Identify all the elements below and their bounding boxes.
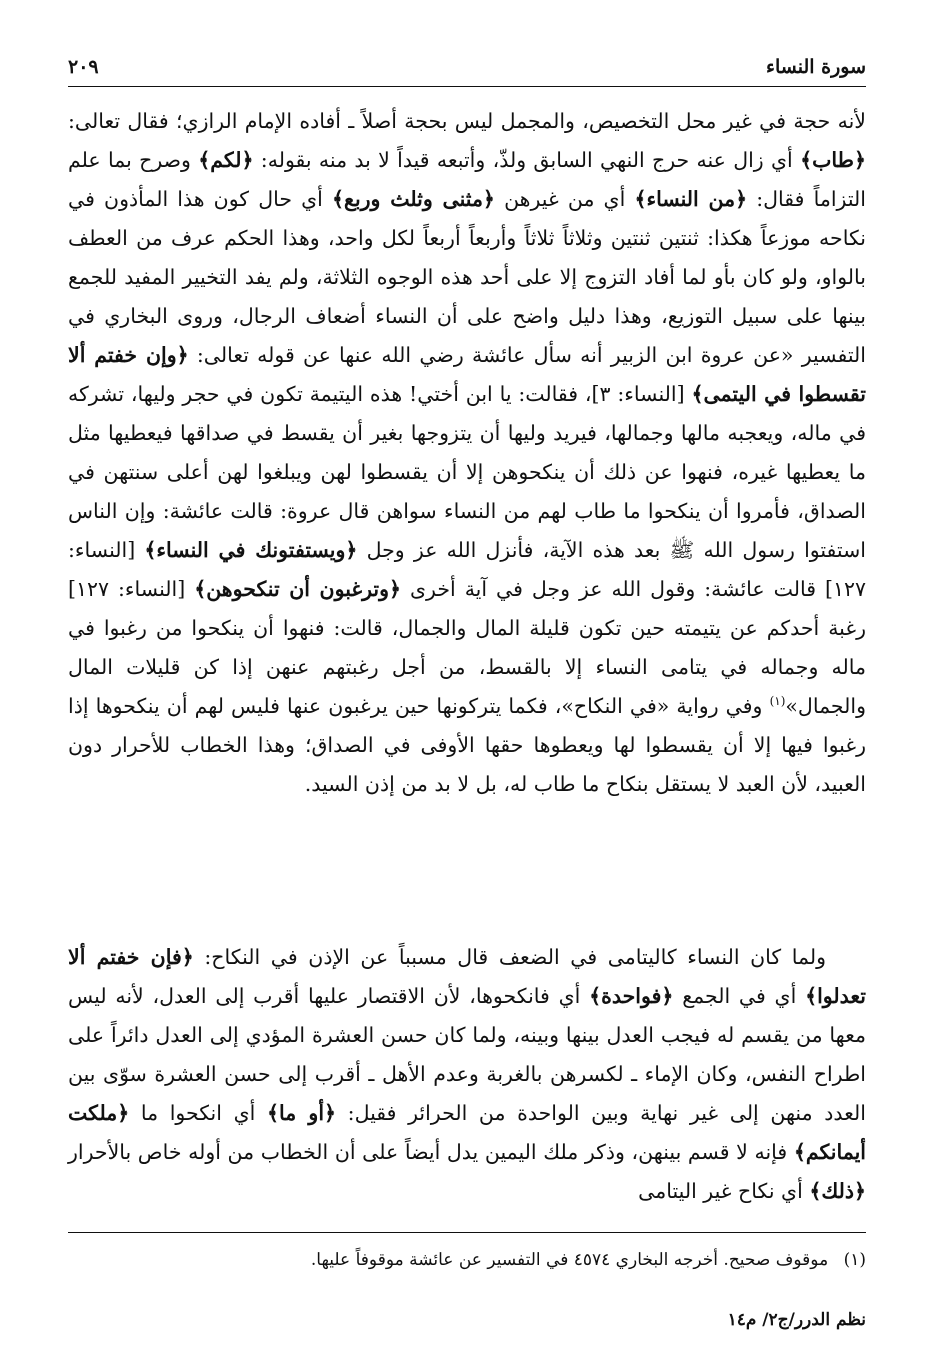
quran-quote: ﴿مثنى وثلث وربع﴾ xyxy=(332,187,495,211)
paragraph-2 xyxy=(68,938,866,1211)
quran-quote: ﴿ملكت أيمانكم﴾ xyxy=(68,1101,866,1164)
text-segment: أي من غيرهن xyxy=(504,187,626,211)
surah-title: سورة النساء xyxy=(766,56,866,78)
quran-quote: ﴿ويستفتونك في النساء﴾ xyxy=(144,538,358,562)
quran-quote: ﴿لكم﴾ xyxy=(198,148,254,172)
text-segment: أي انكحوا ما xyxy=(140,1101,256,1125)
footnote xyxy=(68,1246,866,1274)
quran-quote: ﴿فإن خفتم ألا تعدلوا﴾ xyxy=(68,945,866,1008)
text-segment: أي في الجمع xyxy=(682,984,797,1008)
footnote-reference[interactable]: (١) xyxy=(769,694,786,709)
text-segment: أي حال كون هذا المأذون في نكاحه موزعاً هكذا: ثنتين ثنتين وثلاثاً ثلاثاً وأربعاً أربعاً لكل واحد، وهذا الحكم عرف من العطف بالواو، ولو كان بأو لما أفاد التزوج إلا على أحد هذه الوجوه الثلاثة، ولم يفد التخيير المفيد للجمع بينها على سبيل التوزيع، وهذا دليل واضح على أن النساء أضعاف الرجال، وروى البخاري في التفسير «عن عروة ابن الزبير أنه سأل عائشة رضي الله عنها عن قوله تعالى: xyxy=(68,187,866,367)
text-segment: أي فانكحوها، لأن الاقتصار عليها أقرب إلى العدل، لأنه ليس معها من يقسم له فيجب العدل بينها وبينه، ولما كان حسن العشرة المؤدي إلى العدل دائراً على اطراح النفس، وكان الإماء ـ لكسرهن بالغربة وعدم الأهل ـ أقرب إلى حسن العشرة سوّى بين العدد منهن إلى غير نهاية وبين الواحدة من الحرائر فقيل: xyxy=(68,984,866,1125)
paragraph-1 xyxy=(68,102,866,804)
text-segment: [النساء: ١٢٧] رغبة أحدكم عن يتيمته حين تكون قليلة المال والجمال، قالت: فنهوا أن ينكحوا من رغبوا في ماله وجماله في يتامى النساء إلا بالقسط، من أجل رغبتهم عنهن إذا كن قليلات المال والجمال» xyxy=(68,577,866,718)
text-segment: وصرح بما علم التزاماً فقال: xyxy=(68,148,866,211)
text-segment: لأنه حجة في غير محل التخصيص، والمجمل ليس بحجة أصلاً ـ أفاده الإمام الرازي؛ فقال تعالى: xyxy=(68,109,866,133)
quran-quote: ﴿من النساء﴾ xyxy=(634,187,748,211)
text-segment: ولما كان النساء كاليتامى في الضعف قال مسبباً عن الإذن في النكاح: xyxy=(204,945,826,969)
text-segment: أي نكاح غير اليتامى xyxy=(638,1179,803,1203)
quran-quote: ﴿طاب﴾ xyxy=(800,148,866,172)
footnote-divider xyxy=(68,1232,866,1233)
text-segment: [النساء: ١٢٧] قالت عائشة: وقول الله عز وجل في آية أخرى xyxy=(68,538,867,601)
footnote-number: (١) xyxy=(843,1250,866,1270)
quran-quote: ﴿وإن خفتم ألا تقسطوا في اليتمى﴾ xyxy=(68,343,866,406)
text-segment: [النساء: ٣]، فقالت: يا ابن أختي! هذه اليتيمة تكون في حجر وليها، تشركه في ماله، ويعجبه مالها وجمالها، فيريد وليها أن يتزوجها بغير أن يقسط في صداقها فيعطيها مثل ما يعطيها غيره، فنهوا عن ذلك أن ينكحوهن إلا أن يقسطوا لهن ويبلغوا لهن أعلى سنتهن في الصداق، فأمروا أن ينكحوا ما طاب لهم من النساء سواهن قال عروة: قالت عائشة: وإن الناس استفتوا رسول الله ﷺ بعد هذه الآية، فأنزل الله عز وجل xyxy=(68,382,866,562)
running-header xyxy=(68,52,866,87)
footnote-text: موقوف صحيح. أخرجه البخاري ٤٥٧٤ في التفسير عن عائشة موقوفاً عليها. xyxy=(310,1250,829,1270)
quran-quote: ﴿أو ما﴾ xyxy=(266,1101,337,1125)
quran-quote: ﴿وترغبون أن تنكحوهن﴾ xyxy=(194,577,402,601)
quran-quote: ﴿ذلك﴾ xyxy=(809,1179,866,1203)
page-number: ٢٠٩ xyxy=(68,56,99,78)
text-segment: فإنه لا قسم بينهن، وذكر ملك اليمين يدل أيضاً على أن الخطاب من أوله خاص بالأحرار xyxy=(68,1140,788,1164)
book-signature: نظم الدرر/ج٢/ م١٤ xyxy=(727,1310,866,1330)
text-segment: وفي رواية «في النكاح»، فكما يتركونها حين يرغبون عنها فليس لهم أن ينكحوها إذا رغبوا فيها إلا أن يقسطوا لها ويعطوها حقها الأوفى في الصداق؛ وهذا الخطاب للأحرار دون العبيد، لأن العبد لا يستقل بنكاح ما طاب له، بل لا بد من إذن السيد. xyxy=(68,694,866,796)
text-segment: أي زال عنه حرج النهي السابق ولذّ، وأتبعه قيداً لا بد منه بقوله: xyxy=(260,148,793,172)
quran-quote: ﴿فواحدة﴾ xyxy=(589,984,674,1008)
